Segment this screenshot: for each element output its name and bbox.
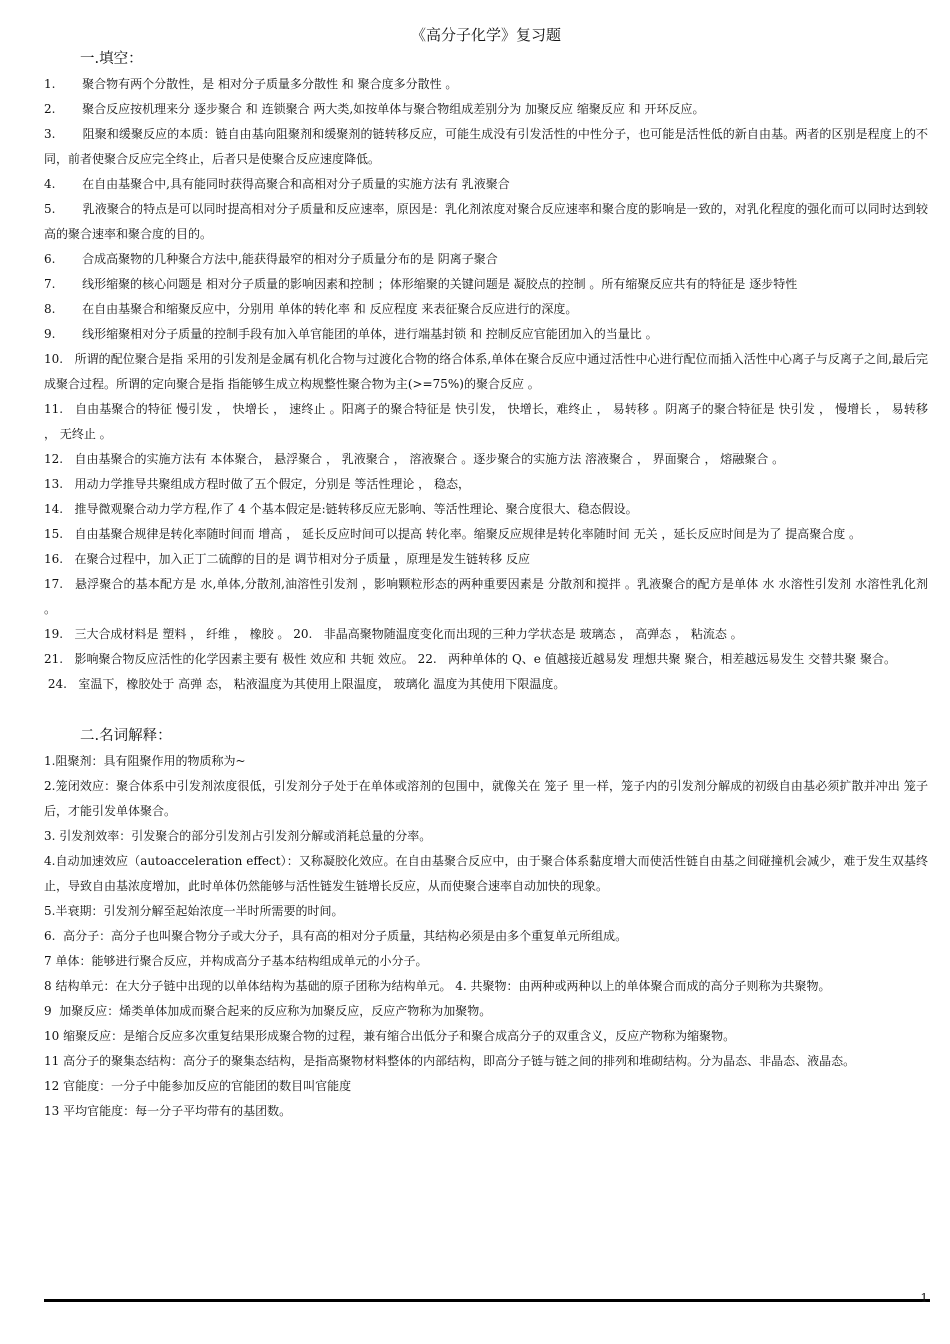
footer-rule — [44, 1299, 930, 1302]
term-item-11: 11 高分子的聚集态结构：高分子的聚集态结构，是指高聚物材料整体的内部结构，即高分子链与链之间的排列和堆砌结构。分为晶态、非晶态、液晶态。 — [44, 1054, 856, 1068]
term-item-6: 6. 高分子：高分子也叫聚合物分子或大分子，具有高的相对分子质量，其结构必须是由多个重复单元所组成。 — [44, 929, 628, 943]
fill-item-1: 1. 聚合物有两个分散性，是 相对分子质量多分散性 和 聚合度多分散性 。 — [44, 77, 458, 91]
page-number: 1 — [920, 1291, 928, 1305]
section-heading-fill-in: 一.填空： — [80, 51, 143, 67]
term-item-13: 13 平均官能度：每一分子平均带有的基团数。 — [44, 1104, 292, 1118]
fill-item-6: 6. 合成高聚物的几种聚合方法中,能获得最窄的相对分子质量分布的是 阴离子聚合 — [44, 252, 498, 266]
fill-item-10: 10. 所谓的配位聚合是指 采用的引发剂是金属有机化合物与过渡化合物的络合体系,单体在聚合反应中通过活性中心进行配位而插入活性中心离子与反离子之间,最后完成聚合过程。所谓的定向聚合是指 指能够生成立构规整性聚合物为主(>=75%)的聚合反应 。 — [44, 352, 928, 391]
term-item-10: 10 缩聚反应：是缩合反应多次重复结果形成聚合物的过程，兼有缩合出低分子和聚合成高分子的双重含义，反应产物称为缩聚物。 — [44, 1029, 736, 1043]
fill-item-8: 8. 在自由基聚合和缩聚反应中，分别用 单体的转化率 和 反应程度 来表征聚合反应进行的深度。 — [44, 302, 578, 316]
fill-in-list — [44, 72, 928, 697]
fill-item-19-20: 19. 三大合成材料是 塑料 ， 纤维 ， 橡胶 。 20. 非晶高聚物随温度变化而出现的三种力学状态是 玻璃态 ， 高弹态 ， 粘流态 。 — [44, 627, 743, 641]
fill-item-13: 13. 用动力学推导共聚组成方程时做了五个假定，分别是 等活性理论 ， 稳态， — [44, 477, 470, 491]
fill-item-5: 5. 乳液聚合的特点是可以同时提高相对分子质量和反应速率，原因是：乳化剂浓度对聚合反应速率和聚合度的影响是一致的，对乳化程度的强化而可以同时达到较高的聚合速率和聚合度的目的。 — [44, 202, 928, 241]
document-page — [44, 22, 928, 1124]
fill-item-21-22: 21. 影响聚合物反应活性的化学因素主要有 极性 效应和 共轭 效应。 22. 两种单体的 Q、e 值越接近越易发 理想共聚 聚合，相差越远易发生 交替共聚 聚合。 — [44, 652, 896, 666]
term-item-4: 4.自动加速效应（autoacceleration effect）：又称凝胶化效应。在自由基聚合反应中，由于聚合体系黏度增大而使活性链自由基之间碰撞机会减少，难于发生双基终止，导致自由基浓度增加，此时单体仍然能够与活性链发生链增长反应，从而使聚合速率自动加快的现象。 — [44, 854, 928, 893]
term-item-2: 2.笼闭效应：聚合体系中引发剂浓度很低，引发剂分子处于在单体或溶剂的包围中，就像关在 笼子 里一样，笼子内的引发剂分解成的初级自由基必须扩散并冲出 笼子 后，才能引发单体聚合。 — [44, 779, 928, 818]
fill-item-16: 16. 在聚合过程中，加入正丁二硫醇的目的是 调节相对分子质量 ，原理是发生链转移 反应 — [44, 552, 530, 566]
fill-item-3: 3. 阻聚和缓聚反应的本质：链自由基向阻聚剂和缓聚剂的链转移反应，可能生成没有引发活性的中性分子，也可能是活性低的新自由基。两者的区别是程度上的不同，前者使聚合反应完全终止，后者只是使聚合反应速度降低。 — [44, 127, 928, 166]
fill-item-9: 9. 线形缩聚相对分子质量的控制手段有加入单官能团的单体，进行端基封锁 和 控制反应官能团加入的当量比 。 — [44, 327, 658, 341]
fill-item-12: 12. 自由基聚合的实施方法有 本体聚合， 悬浮聚合 ， 乳液聚合 ， 溶液聚合 。逐步聚合的实施方法 溶液聚合 ， 界面聚合 ， 熔融聚合 。 — [44, 452, 785, 466]
fill-item-24: 24. 室温下，橡胶处于 高弹 态， 粘液温度为其使用上限温度， 玻璃化 温度为其使用下限温度。 — [44, 677, 566, 691]
term-item-9: 9 加聚反应：烯类单体加成而聚合起来的反应称为加聚反应，反应产物称为加聚物。 — [44, 1004, 492, 1018]
fill-item-14: 14. 推导微观聚合动力学方程,作了 4 个基本假定是:链转移反应无影响、等活性理论、聚合度很大、稳态假设。 — [44, 502, 638, 516]
fill-item-15: 15. 自由基聚合规律是转化率随时间而 增高 ， 延长反应时间可以提高 转化率。缩聚反应规律是转化率随时间 无关 ，延长反应时间是为了 提高聚合度 。 — [44, 527, 862, 541]
term-item-12: 12 官能度：一分子中能参加反应的官能团的数目叫官能度 — [44, 1079, 352, 1093]
document-title: 《高分子化学》复习题 — [410, 26, 561, 44]
section-heading-terms: 二.名词解释： — [80, 728, 172, 744]
term-item-1: 1.阻聚剂：具有阻聚作用的物质称为~ — [44, 754, 246, 768]
term-item-3: 3. 引发剂效率：引发聚合的部分引发剂占引发剂分解或消耗总量的分率。 — [44, 829, 432, 843]
fill-item-7: 7. 线形缩聚的核心问题是 相对分子质量的影响因素和控制 ；体形缩聚的关键问题是 凝胶点的控制 。所有缩聚反应共有的特征是 逐步特性 — [44, 277, 798, 291]
fill-item-2: 2. 聚合反应按机理来分 逐步聚合 和 连锁聚合 两大类,如按单体与聚合物组成差别分为 加聚反应 缩聚反应 和 开环反应。 — [44, 102, 705, 116]
fill-item-11: 11. 自由基聚合的特征 慢引发 ， 快增长 ， 速终止 。阳离子的聚合特征是 快引发， 快增长，难终止 ， 易转移 。阴离子的聚合特征是 快引发 ， 慢增长 ， 易转移 ， 无终止 。 — [44, 402, 928, 441]
term-item-8: 8 结构单元：在大分子链中出现的以单体结构为基础的原子团称为结构单元。 4. 共聚物：由两种或两种以上的单体聚合而成的高分子则称为共聚物。 — [44, 979, 831, 993]
term-item-7: 7 单体：能够进行聚合反应，并构成高分子基本结构组成单元的小分子。 — [44, 954, 428, 968]
term-item-5: 5.半衰期：引发剂分解至起始浓度一半时所需要的时间。 — [44, 904, 344, 918]
fill-item-17: 17. 悬浮聚合的基本配方是 水,单体,分散剂,油溶性引发剂 ，影响颗粒形态的两种重要因素是 分散剂和搅拌 。乳液聚合的配方是单体 水 水溶性引发剂 水溶性乳化剂 。 — [44, 577, 928, 616]
terms-list — [44, 749, 928, 1124]
fill-item-4: 4. 在自由基聚合中,具有能同时获得高聚合和高相对分子质量的实施方法有 乳液聚合 — [44, 177, 510, 191]
